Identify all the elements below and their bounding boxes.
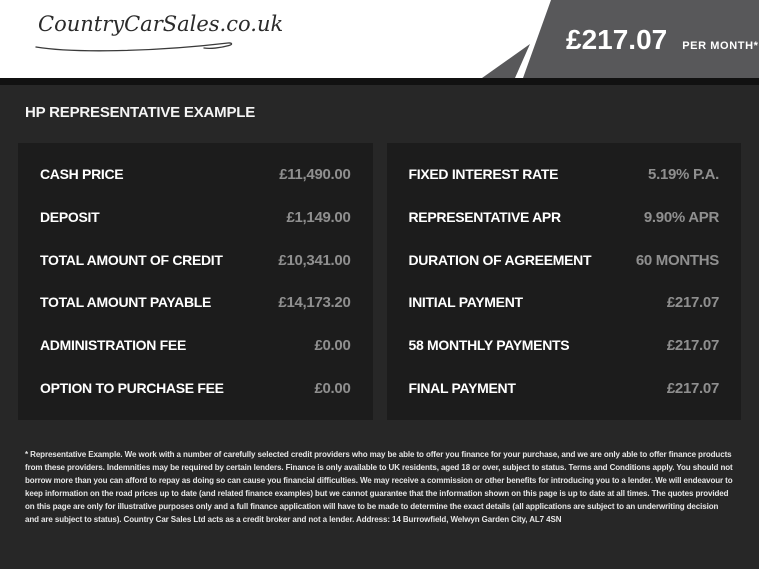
header-divider-bar [0, 78, 759, 85]
finance-row-duration [409, 252, 720, 269]
monthly-price: £217.07 [566, 24, 668, 55]
row-label: DURATION OF AGREEMENT [408, 251, 592, 268]
finance-row-admin-fee [40, 337, 351, 354]
row-value: £11,490.00 [279, 165, 351, 183]
row-label: TOTAL AMOUNT PAYABLE [40, 294, 212, 311]
finance-panel-right [387, 143, 742, 420]
row-label: ADMINISTRATION FEE [40, 337, 187, 354]
finance-row-representative-apr [409, 209, 720, 226]
logo-text: CountryCarSales.co.uk [38, 12, 284, 36]
row-value: £0.00 [314, 337, 351, 355]
row-label: FINAL PAYMENT [408, 380, 516, 397]
finance-row-cash-price [40, 166, 351, 183]
finance-row-option-to-purchase-fee [40, 380, 351, 397]
header [0, 0, 759, 78]
finance-row-fixed-interest-rate [409, 166, 720, 183]
price-ribbon [566, 24, 759, 56]
finance-panel-left [18, 143, 373, 420]
row-value: £14,173.20 [278, 294, 351, 312]
row-label: CASH PRICE [40, 165, 124, 182]
row-value: £0.00 [314, 380, 351, 398]
row-label: OPTION TO PURCHASE FEE [40, 380, 224, 397]
row-value: £217.07 [666, 294, 719, 312]
row-label: FIXED INTEREST RATE [408, 165, 559, 182]
ribbon-slash-accent [482, 44, 530, 78]
finance-row-total-credit [40, 252, 351, 269]
row-label: REPRESENTATIVE APR [408, 208, 561, 225]
logo-underline-flourish [32, 40, 242, 56]
finance-row-monthly-payments [409, 337, 720, 354]
row-value: 60 MONTHS [635, 251, 719, 269]
row-value: £10,341.00 [278, 251, 351, 269]
row-label: TOTAL AMOUNT OF CREDIT [40, 251, 223, 268]
finance-panels [0, 143, 759, 420]
finance-row-final-payment [409, 380, 720, 397]
row-value: £217.07 [666, 380, 719, 398]
disclaimer-text: * Representative Example. We work with a number of carefully selected credit providers who may be able to offer you finance for your purchase, and we are only able to offer finance products from these providers. Indemnities may be required by certain lenders. Finance is only available to UK residents, aged 18 or over, subject to status. Terms and Conditions apply. You should not borrow more than you can afford to repay as doing so can cause you financial difficulties. We may receive a commission or other benefits for introducing you to a lender. We will endeavour to keep information on the road prices up to date (and related finance examples) but we cannot guarantee that the information shown on this page is up to date at all times. The quotes provided on this page are only for illustrative purposes only and a full finance application will have to be made to determine the exact details (all applications are subject to an underwriting decision and are subject to status). Country Car Sales Ltd acts as a credit broker and not a lender. Address: 14 Burrowfield, Welwyn Garden City, AL7 4SN [25, 450, 733, 524]
row-label: 58 MONTHLY PAYMENTS [408, 337, 570, 354]
finance-row-deposit [40, 209, 351, 226]
row-value: £1,149.00 [286, 208, 351, 226]
logo[interactable] [38, 12, 284, 66]
finance-row-total-payable [40, 294, 351, 311]
page-title: HP REPRESENTATIVE EXAMPLE [25, 104, 256, 121]
finance-row-initial-payment [409, 294, 720, 311]
row-value: 5.19% P.A. [648, 165, 719, 183]
row-value: £217.07 [666, 337, 719, 355]
row-label: DEPOSIT [40, 208, 100, 225]
row-label: INITIAL PAYMENT [408, 294, 523, 311]
row-value: 9.90% APR [643, 208, 719, 226]
monthly-price-suffix: PER MONTH* [682, 40, 759, 52]
